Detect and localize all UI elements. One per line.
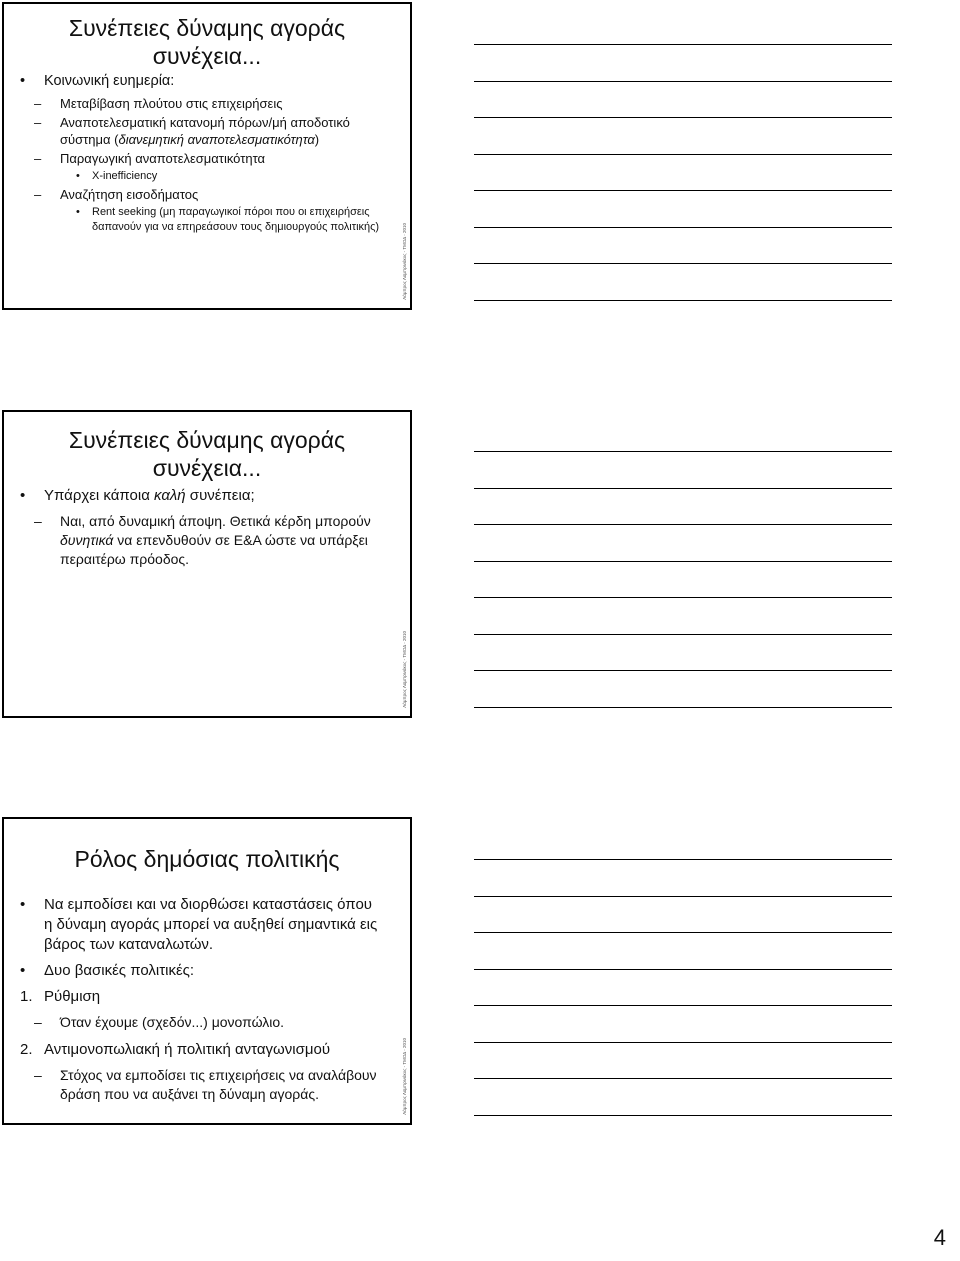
note-line <box>474 263 892 264</box>
number-marker: 1. <box>20 988 33 1005</box>
slide-title: Συνέπειες δύναμης αγοράς συνέχεια... <box>68 15 346 69</box>
sub-bullet-item <box>20 95 384 112</box>
bullet-text: Κοινωνική ευημερία: <box>44 73 175 89</box>
sub-bullet-item <box>20 114 384 148</box>
note-line <box>474 1042 892 1043</box>
note-line <box>474 634 892 635</box>
numbered-item <box>20 987 384 1007</box>
note-line <box>474 859 892 860</box>
note-line <box>474 597 892 598</box>
bullet-item <box>20 895 384 955</box>
note-line <box>474 190 892 191</box>
slide-title: Ρόλος δημόσιας πολιτικής <box>74 846 340 872</box>
bullet-text: Στόχος να εμποδίσει τις επιχειρήσεις να αναλάβουν δράση που να αυξάνει τη δύναμη αγοράς. <box>60 1067 377 1102</box>
bullet-text: Δυο βασικές πολιτικές: <box>44 962 195 979</box>
sub-bullet-item <box>20 512 384 569</box>
bullet-text: Rent seeking (μη παραγωγικοί πόροι που οι επιχειρήσεις δαπανούν για να επηρεάσουν τους δημιουργούς πολιτικής) <box>92 206 380 233</box>
slide-title: Συνέπειες δύναμης αγοράς συνέχεια... <box>68 427 346 481</box>
note-line <box>474 670 892 671</box>
note-line <box>474 1078 892 1079</box>
sub-bullet-item <box>20 150 384 167</box>
bullet-text: Να εμποδίσει και να διορθώσει καταστάσεις όπου η δύναμη αγοράς μπορεί να αυξηθεί σημαντικά εις βάρος των καταναλωτών. <box>44 896 378 953</box>
bullet-text: Αναζήτηση εισοδήματος <box>60 187 199 202</box>
sub-bullet-item <box>20 186 384 203</box>
bullet-text: Ναι, από δυναμική άποψη. Θετικά κέρδη μπορούν δυνητικά να επενδυθούν σε Ε&Α ώστε να υπάρξει περαιτέρω πρόοδος. <box>60 513 371 567</box>
bullet-text: X-inefficiency <box>92 170 158 182</box>
dash-marker: – <box>34 151 42 166</box>
dash-marker: – <box>34 1067 42 1083</box>
note-line <box>474 154 892 155</box>
slide-footer: Λάμπρος Λαμπρινάκος - ΤΜΟΔ - 2010 <box>402 1038 407 1115</box>
slide-footer: Λάμπρος Λαμπρινάκος - ΤΜΟΔ - 2010 <box>402 631 407 708</box>
note-line <box>474 81 892 82</box>
note-line <box>474 524 892 525</box>
dash-marker: – <box>34 1014 42 1030</box>
note-line <box>474 44 892 45</box>
dash-marker: – <box>34 115 42 130</box>
note-line <box>474 969 892 970</box>
slide-1 <box>2 2 412 310</box>
dash-marker: – <box>34 513 42 529</box>
bullet-item <box>20 486 384 506</box>
bullet-text: Παραγωγική αναποτελεσματικότητα <box>60 151 266 166</box>
sub-sub-bullet-item <box>20 205 384 235</box>
note-line <box>474 1115 892 1116</box>
bullet-text: Μεταβίβαση πλούτου στις επιχειρήσεις <box>60 96 283 111</box>
bullet-item <box>20 72 384 91</box>
note-line <box>474 707 892 708</box>
bullet-marker: • <box>20 73 26 89</box>
dash-marker: – <box>34 187 42 202</box>
note-line <box>474 1005 892 1006</box>
note-line <box>474 117 892 118</box>
bullet-text: Αναποτελεσματική κατανομή πόρων/μή αποδοτικό σύστημα (διανεμητική αναποτελεσματικότητα) <box>60 115 350 147</box>
bullet-text: Αντιμονοπωλιακή ή πολιτική ανταγωνισμού <box>44 1041 331 1058</box>
bullet-marker: • <box>76 170 80 182</box>
note-line <box>474 488 892 489</box>
bullet-marker: • <box>20 962 26 979</box>
note-line <box>474 300 892 301</box>
bullet-text: Υπάρχει κάποια καλή συνέπεια; <box>44 487 255 504</box>
slide-footer: Λάμπρος Λαμπρινάκος - ΤΜΟΔ - 2010 <box>402 223 407 300</box>
bullet-marker: • <box>20 487 26 504</box>
bullet-marker: • <box>76 206 80 218</box>
note-line <box>474 227 892 228</box>
dash-marker: – <box>34 96 42 111</box>
note-line <box>474 932 892 933</box>
bullet-item <box>20 961 384 981</box>
slide-body <box>20 895 384 1106</box>
note-line <box>474 896 892 897</box>
sub-bullet-item <box>20 1013 384 1032</box>
slide-2 <box>2 410 412 718</box>
sub-bullet-item <box>20 1066 384 1104</box>
bullet-marker: • <box>20 896 26 913</box>
numbered-item <box>20 1040 384 1060</box>
bullet-text: Ρύθμιση <box>44 988 101 1005</box>
slide-3 <box>2 817 412 1125</box>
page-number: 4 <box>933 1225 946 1250</box>
slide-body <box>20 486 384 571</box>
note-line <box>474 451 892 452</box>
bullet-text: Όταν έχουμε (σχεδόν...) μονοπώλιο. <box>60 1014 285 1030</box>
number-marker: 2. <box>20 1041 33 1058</box>
slide-body <box>20 72 384 237</box>
note-line <box>474 561 892 562</box>
sub-sub-bullet-item <box>20 169 384 184</box>
